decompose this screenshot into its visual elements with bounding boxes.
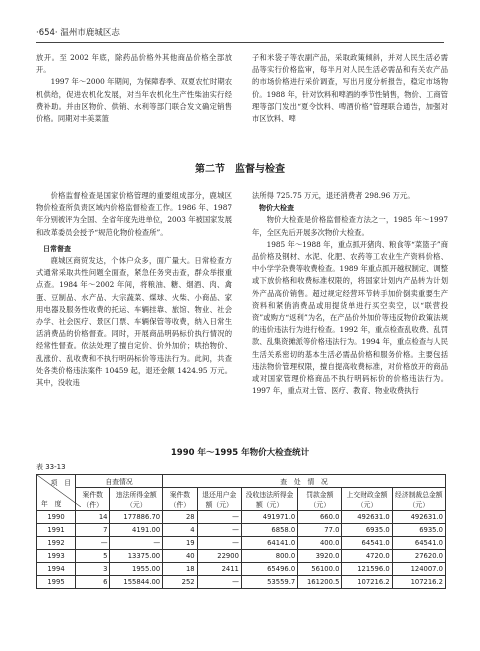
table-cell: 4191.00 — [110, 524, 163, 537]
table-cell: 3920.0 — [298, 550, 342, 563]
table-cell: 1955.00 — [110, 563, 163, 576]
year-cell: 1990 — [37, 511, 76, 524]
table-cell: 28 — [163, 511, 197, 524]
table-cell: 77.0 — [298, 524, 342, 537]
table-cell: 660.0 — [298, 511, 342, 524]
table-cell: 121596.0 — [342, 563, 392, 576]
subheading: 日常督查 — [43, 244, 71, 253]
paragraph: 价格监督检查是国家价格管理的重要组成部分，鹿城区物价检查所负责区域内价格监督检查工作。1986 年、1987 年分别被评为全国、全省年度先进单位，2003 年被国家发展和改革委员会授予“规范化物价检查所”。 — [36, 191, 233, 237]
table-cell: 6935.0 — [342, 524, 392, 537]
table-cell: 18 — [163, 563, 197, 576]
table-cell: 40 — [163, 550, 197, 563]
column-header: 没收违法所得金额（元） — [241, 488, 297, 511]
table-cell: 19 — [163, 537, 197, 550]
table-cell: 64141.0 — [241, 537, 297, 550]
table-cell: 491971.0 — [241, 511, 297, 524]
subheading: 物价大检查 — [259, 204, 294, 213]
column-header: 案件数（件） — [163, 488, 197, 511]
table-cell: 65496.0 — [241, 563, 297, 576]
column-header: 案件数（件） — [76, 488, 110, 511]
table-row — [37, 524, 446, 537]
self-check-header: 自查情况 — [76, 475, 163, 488]
table-cell: 492631.0 — [342, 511, 392, 524]
table-cell: 161200.5 — [298, 576, 342, 589]
paragraph: 1985 年～1988 年，重点抓开猪肉、粮食等“菜篮子”商品价格及钢材、水泥、化肥、农药等工农业生产资料价格、中小学学杂费等收费检查。1989 年重点抓开越权制定、调整或下放价格和收费标准权限的，将国家计划内产品转为计划外产品高价销售。超过规定经营环节转手加价倒卖重要生产资料和紧俏消费品或用提货单进行买空卖空，以“联营投资”或购方“返利”为名，在产品价外加价等违反物价政策法规的违价违法行为进行检查。1992 年，重点检查乱收费、乱罚款、乱集资摊派等价格违法行为。1994 年，重点检查与人民生活关系密切的基本生活必需品价格和服务价格。主要包括违法物价管理权限，擅自提高收费标准，对价格放开的商品或对国家管理价格商品不执行明码标价的价格违法行为。1997 年，重点对土管、医疗、教育、物业收费执行 — [252, 239, 449, 396]
table-cell: 6935.0 — [392, 524, 445, 537]
table-number: 表 33-13 — [36, 463, 66, 471]
table-row — [37, 550, 446, 563]
mid-right-column — [252, 190, 448, 397]
paragraph: 法所得 725.75 万元，退还消费者 298.96 万元。 — [252, 191, 415, 200]
year-cell: 1993 — [37, 550, 76, 563]
paragraph: 子和米袋子等农副产品，采取政策倾斜，并对人民生活必需品等实行价格监审，每半月对人民生活必需品和有关农产品的市场价格进行采价调查，写出月度分析报告，稳定市场物价。1988 年，针对饮料和啤酒的季节性销售，物价、工商管理等部门发出“夏令饮料、啤酒价格”管理联合通告，加强对市区饮料、啤 — [252, 53, 449, 124]
header-divider — [36, 42, 444, 43]
table-cell: — — [197, 524, 241, 537]
year-cell: 1995 — [37, 576, 76, 589]
table-row — [37, 511, 446, 524]
table-cell: 2411 — [197, 563, 241, 576]
table-cell: 5 — [76, 550, 110, 563]
table-cell: 4 — [163, 524, 197, 537]
table-cell: 64541.0 — [342, 537, 392, 550]
table-cell: 155844.00 — [110, 576, 163, 589]
table-cell: 252 — [163, 576, 197, 589]
check-status-header: 查 处 情 况 — [163, 475, 446, 488]
table-row — [37, 563, 446, 576]
table-cell: 6 — [76, 576, 110, 589]
column-header: 违法所得金额（元） — [110, 488, 163, 511]
paragraph: 放开。至 2002 年底，除药品价格外其他商品价格全部放开。 — [36, 53, 232, 75]
table-cell: 177886.70 — [110, 511, 163, 524]
table-corner-header — [37, 475, 76, 511]
table-cell: 107216.2 — [342, 576, 392, 589]
table-row — [37, 537, 446, 550]
table-title: 1990 年～1995 年物价大检查统计 — [170, 448, 310, 458]
year-cell: 1992 — [37, 537, 76, 550]
table-cell: 53559.7 — [241, 576, 297, 589]
table-cell: 6858.0 — [241, 524, 297, 537]
corner-year-label: 年 度 — [41, 500, 62, 508]
table-cell: 22900 — [197, 550, 241, 563]
table-cell: — — [197, 537, 241, 550]
table-cell: 64541.0 — [392, 537, 445, 550]
year-cell: 1994 — [37, 563, 76, 576]
table-cell: 14 — [76, 511, 110, 524]
column-header: 罚款金额（元） — [298, 488, 342, 511]
table-cell: 13375.00 — [110, 550, 163, 563]
statistics-table — [36, 474, 446, 589]
corner-item-label: 项 目 — [50, 479, 71, 487]
table-cell: 400.0 — [298, 537, 342, 550]
year-cell: 1991 — [37, 524, 76, 537]
table-row — [37, 576, 446, 589]
table-cell: 56100.0 — [298, 563, 342, 576]
table-cell: 492631.0 — [392, 511, 445, 524]
paragraph: 1997 年～2000 年期间，为保障春季、双夏农忙时期农机供给，促进农机化发展，对当年农机化生产性柴油实行经费补助。并由区物价、供销、水利等部门联合发文确定销售价格。同期对丰美菜篮 — [36, 77, 232, 124]
table-cell: 27620.0 — [392, 550, 445, 563]
table-cell: 107216.2 — [392, 576, 445, 589]
table-cell: — — [197, 511, 241, 524]
table-cell: 800.0 — [241, 550, 297, 563]
table-cell: 3 — [76, 563, 110, 576]
top-right-column — [252, 52, 448, 125]
table-cell: — — [76, 537, 110, 550]
section-title: 第二节 监督与检查 — [195, 164, 285, 175]
table-cell: 124007.0 — [392, 563, 445, 576]
top-left-column — [36, 52, 232, 125]
paragraph: 鹿城区商贸发达，个体户众多，面广量大。日常检查方式通常采取共性问题全面查，紧急任务突击查，群众举报重点查。1984 年～2002 年间，将粮油、糖、烟酒、肉、禽蛋、豆制品、水产品、大宗蔬菜、煤球、火柴、小商品、家用电器及服务性收费的托运、车辆挂靠、旅馆、物业、社会办学、社会医疗、景区门票、车辆保管等收费，纳入日常生活消费品的价格督查。同时，开展商品明码标价执行情况的经常性督查。依法处理了擅自定价、价外加价；哄抬物价、乱涨价、乱收费和不执行明码标价等违法行为。此间，共查处各类价格违法案件 10459 起，退还金额 1424.95 万元。其中，没收违 — [36, 256, 232, 388]
table-cell: — — [110, 537, 163, 550]
table-cell: 4720.0 — [342, 550, 392, 563]
table-cell: 7 — [76, 524, 110, 537]
table-cell: — — [197, 576, 241, 589]
mid-left-column — [36, 190, 232, 389]
page-header: ·654· 温州市鹿城区志 — [36, 28, 120, 38]
paragraph: 物价大检查是价格监督检查方法之一，1985 年～1997 年，全区先后开展多次物价大检查。 — [252, 215, 448, 237]
column-header: 上交财政金额（元） — [342, 488, 392, 511]
column-header: 经济制裁总金额（元） — [392, 488, 445, 511]
column-header: 退还用户金额（元） — [197, 488, 241, 511]
